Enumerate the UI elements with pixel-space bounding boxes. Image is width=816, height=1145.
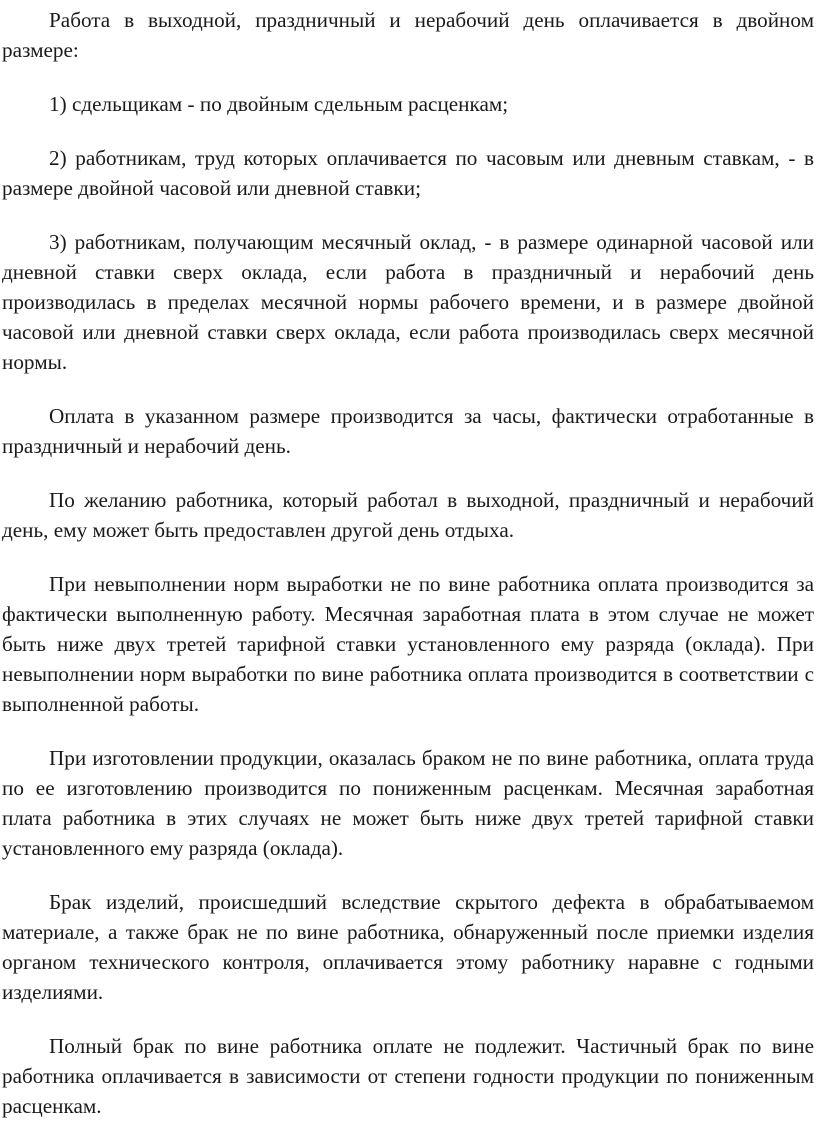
paragraph-defective-production: При изготовлении продукции, оказалась браком не по вине работника, оплата труда по ее изготовлению производится по пониженным расценкам. Месячная заработная плата работника в этих случаях не может быть ниже двух третей тарифной ставки установленного ему разряда (оклада). (2, 746, 814, 860)
paragraph-double-pay-intro: Работа в выходной, праздничный и нерабочий день оплачивается в двойном размере: (2, 8, 814, 62)
paragraph-piece-workers: 1) сдельщикам - по двойным сдельным расценкам; (49, 92, 509, 116)
paragraph-actual-hours: Оплата в указанном размере производится за часы, фактически отработанные в праздничный и нерабочий день. (2, 404, 814, 458)
paragraph-monthly-salary-workers: 3) работникам, получающим месячный оклад, - в размере одинарной часовой или дневной ставки сверх оклада, если работа в праздничный и нерабочий день производилась в пределах месячной нормы рабочего времени, и в размере двойной часовой или дневной ставки сверх оклада, если работа производилась сверх месячной нормы. (2, 230, 814, 374)
paragraph-hidden-defect: Брак изделий, происшедший вследствие скрытого дефекта в обрабатываемом материале, а также брак не по вине работника, обнаруженный после приемки изделия органом технического контроля, оплачивается этому работнику наравне с годными изделиями. (2, 890, 814, 1004)
paragraph-hourly-daily-workers: 2) работникам, труд которых оплачивается по часовым или дневным ставкам, - в размере двойной часовой или дневной ставки; (2, 146, 814, 200)
paragraph-full-defect: Полный брак по вине работника оплате не подлежит. Частичный брак по вине работника оплачивается в зависимости от степени годности продукции по пониженным расценкам. (2, 1034, 814, 1118)
paragraph-day-off-option: По желанию работника, который работал в выходной, праздничный и нерабочий день, ему может быть предоставлен другой день отдыха. (2, 488, 814, 542)
paragraph-norms-not-met: При невыполнении норм выработки не по вине работника оплата производится за фактически выполненную работу. Месячная заработная плата в этом случае не может быть ниже двух третей тарифной ставки установленного ему разряда (оклада). При невыполнении норм выработки по вине работника оплата производится в соответствии с выполненной работы. (2, 572, 814, 716)
